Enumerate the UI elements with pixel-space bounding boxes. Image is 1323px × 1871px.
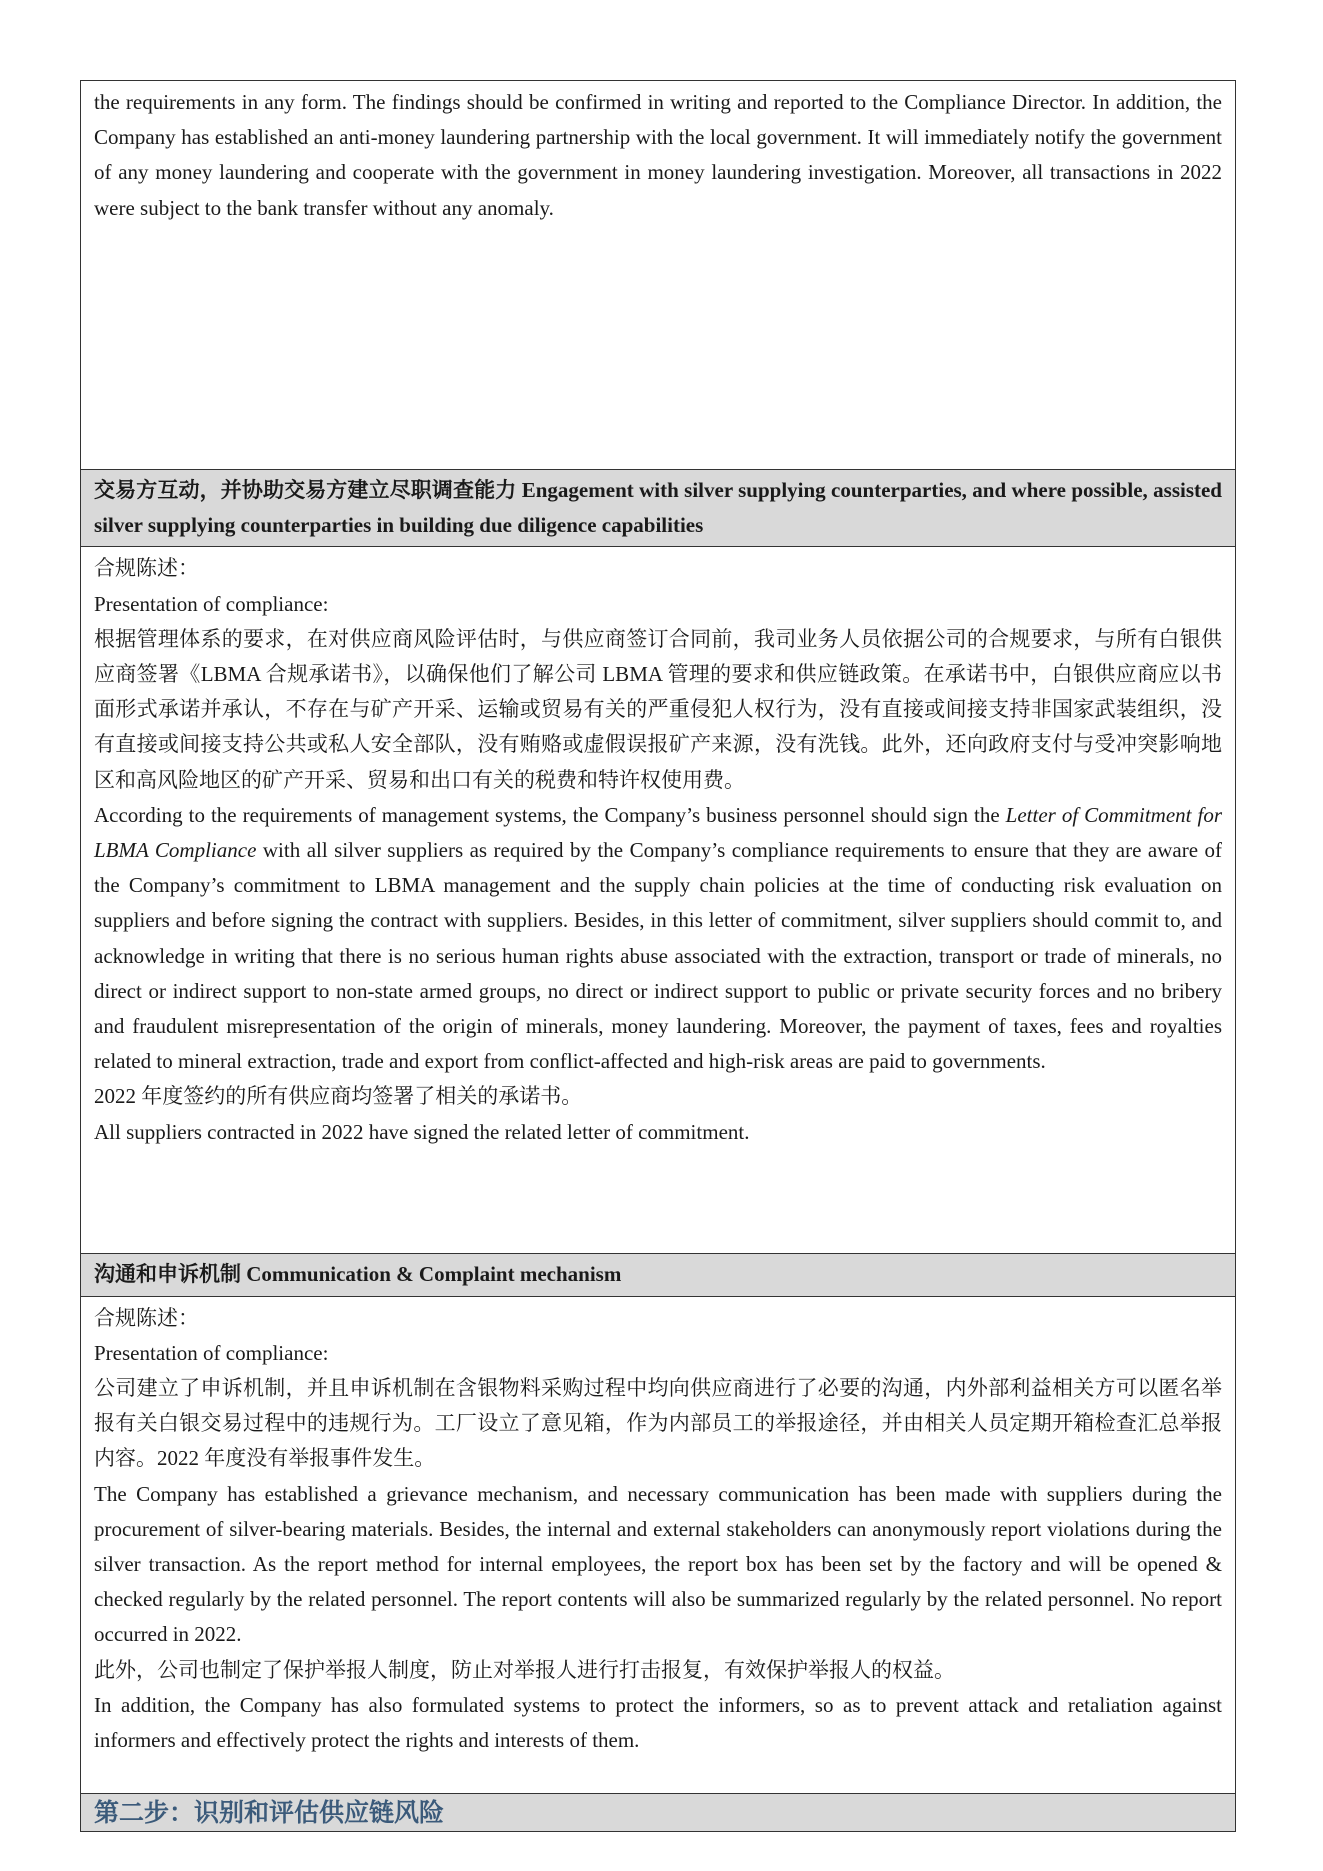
paragraph-en: The Company has established a grievance mechanism, and necessary communication has been made with suppliers during the procurement of silver-bearing materials. Besides, the internal and external stakeholders can anonymously report violations during the silver transaction. As the report method for internal employees, the report box has been set by the factory and will be opened & checked regularly by the related personnel. The report contents will also be summarized regularly by the related personnel. No report occurred in 2022. — [94, 1481, 1222, 1647]
paragraph-cn: 根据管理体系的要求，在对供应商风险评估时，与供应商签订合同前，我司业务人员依据公司的合规要求，与所有白银供应商签署《LBMA 合规承诺书》，以确保他们了解公司 LBMA 管理的要求和供应链政策。在承诺书中，白银供应商应以书面形式承诺并承认，不存在与矿产开采、运输或贸易有关的严重侵犯人权行为，没有直接或间接支持非国家武装组织，没有直接或间接支持公共或私人安全部队，没有贿赂或虚假误报矿产来源，没有洗钱。此外，还向政府支付与受冲突影响地区和高风险地区的矿产开采、贸易和出口有关的税费和特许权使用费。 — [94, 626, 1222, 792]
section-heading-communication — [80, 1253, 1236, 1295]
label-en: Presentation of compliance: — [94, 1340, 329, 1365]
paragraph-en: In addition, the Company has also formulated systems to protect the informers, so as to prevent attack and retaliation against informers and effectively protect the rights and interests of them. — [94, 1692, 1222, 1753]
step-heading-text: 第二步：识别和评估供应链风险 — [94, 1797, 445, 1827]
paragraph-cn: 公司建立了申诉机制，并且申诉机制在含银物料采购过程中均向供应商进行了必要的沟通，内外部利益相关方可以匿名举报有关白银交易过程中的违规行为。工厂设立了意见箱，作为内部员工的举报途径，并由相关人员定期开箱检查汇总举报内容。2022 年度没有举报事件发生。 — [94, 1376, 1222, 1471]
paragraph: the requirements in any form. The findings should be confirmed in writing and reported to the Compliance Director. In addition, the Company has established an anti-money laundering partnership with the local government. It will immediately notify the government of any money laundering and cooperate with the government in money laundering investigation. Moreover, all transactions in 2022 were subject to the bank transfer without any anomaly. — [94, 90, 1222, 220]
label-cn: 合规陈述： — [94, 556, 199, 581]
text-block-communication — [80, 1296, 1236, 1793]
heading-text: 沟通和申诉机制 Communication & Complaint mechanism — [94, 1262, 622, 1287]
heading-text: 交易方互动，并协助交易方建立尽职调查能力 Engagement with silver supplying counterparties, and where possible, assisted silver supplying counterparties in building due diligence capabilities — [94, 478, 1222, 538]
document-title-italic: Letter of Commitment for LBMA Compliance — [94, 802, 1222, 863]
summary-en: All suppliers contracted in 2022 have signed the related letter of commitment. — [94, 1119, 750, 1144]
paragraph-en-part: with all silver suppliers as required by the Company’s compliance requirements to ensure that they are aware of the Company’s commitment to LBMA management and the supply chain policies at the time of conducting risk evaluation on suppliers and before signing the contract with suppliers. Besides, in this letter of commitment, silver suppliers should commit to, and acknowledge in writing that there is no serious human rights abuse associated with the extraction, transport or trade of minerals, no direct or indirect support to non-state armed groups, no direct or indirect support to public or private security forces and no bribery and fraudulent misrepresentation of the origin of minerals, money laundering. Moreover, the payment of taxes, fees and royalties related to mineral extraction, trade and export from conflict-affected and high-risk areas are paid to governments. — [94, 838, 1222, 1074]
summary-cn: 2022 年度签约的所有供应商均签署了相关的承诺书。 — [94, 1084, 583, 1109]
paragraph-en — [94, 798, 1222, 1080]
label-cn: 合规陈述： — [94, 1305, 199, 1330]
document-table — [80, 80, 1236, 1832]
label-en: Presentation of compliance: — [94, 591, 329, 616]
step-heading — [80, 1793, 1236, 1832]
section-heading-engagement — [80, 469, 1236, 546]
text-block-aml — [80, 80, 1236, 469]
text-block-engagement — [80, 546, 1236, 1253]
paragraph-cn: 此外，公司也制定了保护举报人制度，防止对举报人进行打击报复，有效保护举报人的权益。 — [94, 1657, 955, 1682]
paragraph-en-part: According to the requirements of management systems, the Company’s business personnel should sign the — [94, 802, 1006, 827]
